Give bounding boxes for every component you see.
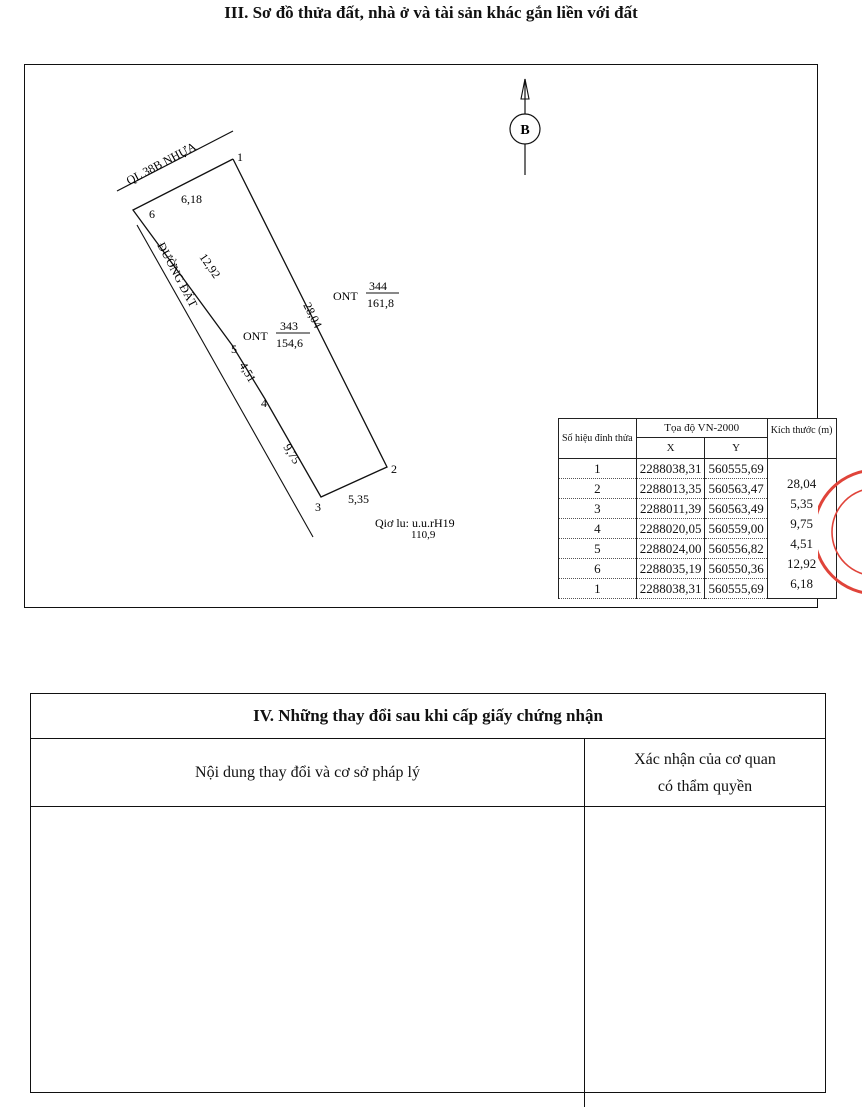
dim-value: 12,92 bbox=[786, 556, 817, 571]
road-top-label: QL 38B NHỰA bbox=[123, 139, 199, 188]
dim-value: 9,75 bbox=[790, 516, 813, 531]
row-x: 2288038,31 bbox=[636, 459, 705, 479]
vertex-2: 2 bbox=[391, 462, 397, 476]
vertex-4: 4 bbox=[261, 396, 267, 410]
header-x: X bbox=[636, 438, 705, 459]
column-header-confirmation bbox=[585, 739, 825, 806]
edge-4-51: 4,51 bbox=[236, 359, 260, 385]
row-y: 560556,82 bbox=[705, 539, 767, 559]
edge-6-18: 6,18 bbox=[181, 192, 202, 206]
changes-section bbox=[30, 693, 826, 1093]
header-dim: Kích thước (m) bbox=[767, 419, 836, 459]
header-y: Y bbox=[705, 438, 767, 459]
official-stamp bbox=[818, 440, 862, 610]
parcel-main-type: ONT bbox=[243, 329, 268, 343]
parcel-right-area: 161,8 bbox=[367, 296, 394, 310]
road-left-line bbox=[137, 225, 313, 537]
section-title: III. Sơ đồ thửa đất, nhà ở và tài sản khác gắn liền với đất bbox=[224, 3, 638, 22]
vertex-6: 6 bbox=[149, 207, 155, 221]
vertex-5: 5 bbox=[231, 342, 237, 356]
parcel-bottom-area: 110,9 bbox=[411, 529, 436, 541]
confirmation-line-2: có thẩm quyền bbox=[657, 777, 753, 795]
parcel-boundary bbox=[133, 159, 387, 497]
confirmation-line-1: Xác nhận của cơ quan bbox=[634, 750, 776, 768]
row-x: 2288024,00 bbox=[636, 539, 705, 559]
row-y: 560563,47 bbox=[705, 479, 767, 499]
dim-value: 6,18 bbox=[790, 576, 813, 591]
road-left-label: ĐƯỜNG ĐẤT bbox=[154, 239, 201, 310]
row-id: 5 bbox=[559, 539, 637, 559]
row-y: 560555,69 bbox=[705, 459, 767, 479]
parcel-main-number: 343 bbox=[280, 319, 298, 333]
row-y: 560559,00 bbox=[705, 519, 767, 539]
stamp-inner-ring bbox=[832, 488, 862, 576]
edge-9-75: 9,75 bbox=[280, 441, 304, 467]
edge-5-35: 5,35 bbox=[348, 492, 369, 506]
row-id: 3 bbox=[559, 499, 637, 519]
header-vertex: Số hiệu đỉnh thửa bbox=[559, 419, 637, 459]
dim-value: 28,04 bbox=[786, 476, 817, 491]
row-id: 1 bbox=[559, 579, 637, 599]
header-coord: Tọa độ VN-2000 bbox=[636, 419, 767, 438]
north-label: B bbox=[520, 123, 530, 138]
row-id: 2 bbox=[559, 479, 637, 499]
dim-value: 5,35 bbox=[790, 496, 813, 511]
row-x: 2288013,35 bbox=[636, 479, 705, 499]
parcel-right-number: 344 bbox=[369, 279, 387, 293]
row-x: 2288035,19 bbox=[636, 559, 705, 579]
confirmation-cell[interactable] bbox=[585, 807, 825, 1107]
row-id: 6 bbox=[559, 559, 637, 579]
row-id: 1 bbox=[559, 459, 637, 479]
vertex-3: 3 bbox=[315, 500, 321, 514]
parcel-right-type: ONT bbox=[333, 289, 358, 303]
row-x: 2288020,05 bbox=[636, 519, 705, 539]
changes-title: IV. Những thay đổi sau khi cấp giấy chứng nhận bbox=[31, 694, 825, 739]
change-content-cell[interactable] bbox=[31, 807, 585, 1107]
column-header-content: Nội dung thay đổi và cơ sở pháp lý bbox=[31, 739, 585, 806]
row-y: 560555,69 bbox=[705, 579, 767, 599]
edge-12-92: 12,92 bbox=[196, 250, 224, 281]
row-y: 560550,36 bbox=[705, 559, 767, 579]
row-x: 2288038,31 bbox=[636, 579, 705, 599]
parcel-main-area: 154,6 bbox=[276, 336, 303, 350]
stamp-outer-ring bbox=[818, 470, 862, 594]
parcel-bottom-label: Qiơ lu: u.u.rH19 bbox=[375, 516, 455, 530]
vertex-1: 1 bbox=[237, 150, 243, 164]
row-id: 4 bbox=[559, 519, 637, 539]
edge-28-04: 28,04 bbox=[300, 300, 326, 331]
row-x: 2288011,39 bbox=[636, 499, 705, 519]
dim-value: 4,51 bbox=[790, 536, 813, 551]
row-y: 560563,49 bbox=[705, 499, 767, 519]
table-row bbox=[559, 459, 837, 479]
coordinate-table bbox=[558, 418, 837, 599]
